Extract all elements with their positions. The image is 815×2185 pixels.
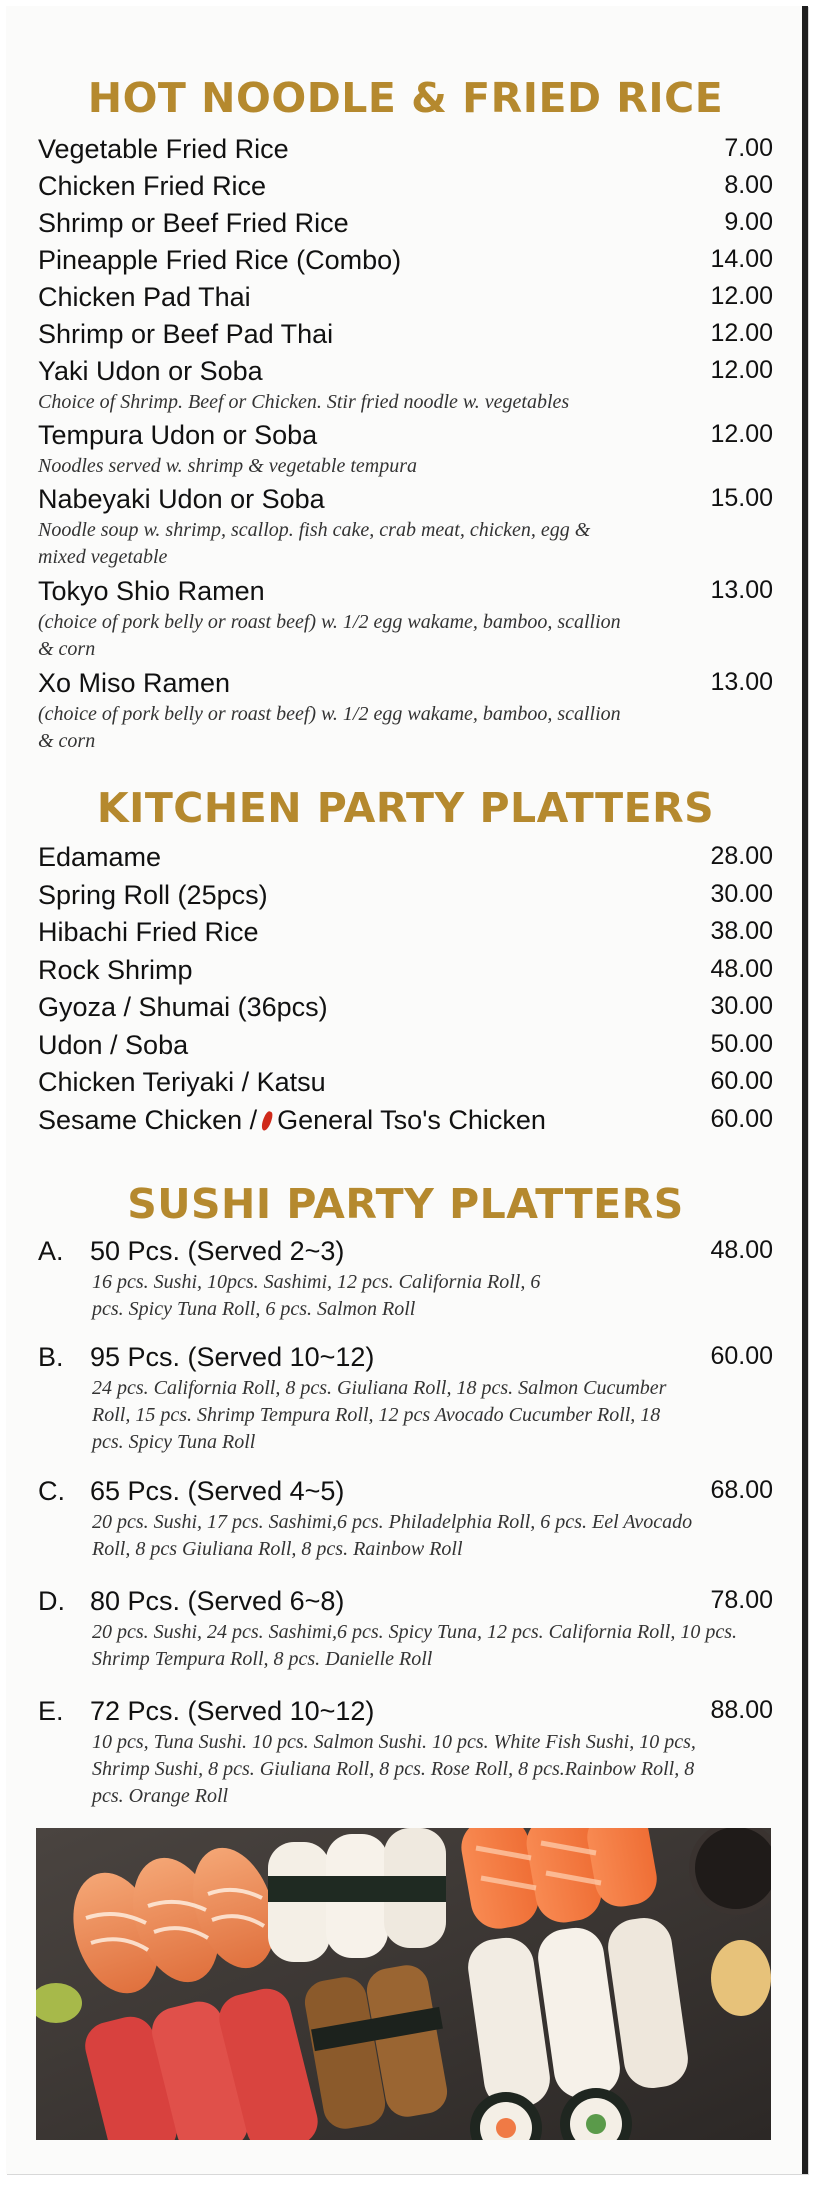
list-item [38, 1065, 773, 1103]
item-price: 9.00 [724, 208, 773, 236]
item-name: Shrimp or Beef Pad Thai [38, 319, 334, 349]
item-description: 20 pcs. Sushi, 17 pcs. Sashimi,6 pcs. Philadelphia Roll, 6 pcs. Eel Avocado Roll, 8 pcs Giuliana Roll, 8 pcs. Rainbow Roll [92, 1510, 693, 1560]
list-item [38, 317, 773, 354]
chili-pepper-icon [260, 1110, 274, 1132]
item-price: 13.00 [710, 668, 773, 696]
list-item [38, 243, 773, 280]
sushi-party-list [38, 1234, 773, 1807]
item-description: Noodle soup w. shrimp, scallop. fish cake, crab meat, chicken, egg & mixed vegetable [38, 518, 591, 568]
item-description: 20 pcs. Sushi, 24 pcs. Sashimi,6 pcs. Spicy Tuna, 12 pcs. California Roll, 10 pcs. Shrimp Tempura Roll, 8 pcs. Danielle Roll [92, 1620, 737, 1670]
item-price: 38.00 [710, 917, 773, 945]
list-item [38, 990, 773, 1028]
item-letter: C. [38, 1476, 65, 1506]
item-description: Choice of Shrimp. Beef or Chicken. Stir fried noodle w. vegetables [38, 390, 570, 413]
list-item [38, 1234, 773, 1340]
white-fish-nigiri-right [464, 1914, 691, 2111]
item-price: 88.00 [710, 1696, 773, 1724]
list-item [38, 878, 773, 916]
item-price: 78.00 [710, 1586, 773, 1614]
item-name: 95 Pcs. (Served 10~12) [90, 1342, 375, 1372]
item-price: 12.00 [710, 420, 773, 448]
item-description: Noodles served w. shrimp & vegetable tempura [38, 454, 418, 477]
list-item [38, 840, 773, 878]
item-name: Spring Roll (25pcs) [38, 879, 268, 910]
list-item [38, 418, 773, 482]
sushi-illustration [36, 1828, 771, 2140]
item-price: 28.00 [710, 842, 773, 870]
item-price: 60.00 [710, 1104, 773, 1133]
item-letter: D. [38, 1586, 65, 1616]
item-letter: E. [38, 1696, 64, 1726]
hot-noodle-list [38, 132, 773, 756]
list-item [38, 280, 773, 317]
item-name: Chicken Teriyaki / Katsu [38, 1067, 326, 1097]
item-price: 14.00 [710, 245, 773, 273]
item-letter: B. [38, 1342, 64, 1372]
item-description: 24 pcs. California Roll, 8 pcs. Giuliana Roll, 18 pcs. Salmon Cucumber Roll, 15 pcs. Shrimp Tempura Roll, 12 pcs Avocado Cucumber Roll, 18 pcs. Spicy Tuna Roll [92, 1376, 667, 1453]
item-name: 80 Pcs. (Served 6~8) [90, 1586, 345, 1616]
item-name: Nabeyaki Udon or Soba [38, 484, 325, 514]
item-name: Yaki Udon or Soba [38, 356, 263, 386]
list-item [38, 915, 773, 953]
item-price: 50.00 [710, 1029, 773, 1058]
item-price: 60.00 [710, 1342, 773, 1370]
item-name [38, 1103, 546, 1138]
soy-dish [692, 1828, 771, 1912]
list-item [38, 1694, 773, 1807]
list-item [38, 1340, 773, 1474]
item-price: 15.00 [710, 484, 773, 512]
list-item [38, 169, 773, 206]
item-price: 68.00 [710, 1476, 773, 1504]
section-title-hot-noodle: HOT NOODLE & FRIED RICE [87, 74, 724, 122]
item-price: 48.00 [710, 954, 773, 983]
menu-page [6, 6, 808, 2174]
sushi-platter-photo [36, 1828, 771, 2140]
list-item [38, 1103, 773, 1141]
item-price: 12.00 [710, 282, 773, 310]
item-price: 30.00 [710, 879, 773, 908]
ginger [711, 1940, 771, 2016]
item-price: 60.00 [710, 1067, 773, 1095]
item-price: 7.00 [724, 134, 773, 162]
item-price: 12.00 [710, 319, 773, 347]
item-name: Gyoza / Shumai (36pcs) [38, 992, 328, 1022]
kitchen-party-list [38, 840, 773, 1140]
item-name: Edamame [38, 842, 162, 872]
item-name: 50 Pcs. (Served 2~3) [90, 1236, 345, 1266]
item-price: 8.00 [724, 171, 773, 199]
item-description: 10 pcs, Tuna Sushi. 10 pcs. Salmon Sushi. 10 pcs. White Fish Sushi, 10 pcs, Shrimp Sushi, 8 pcs. Giuliana Roll, 8 pcs. Rose Roll, 8 pcs.Rainbow Roll, 8 pcs. Orange Roll [92, 1730, 696, 1807]
list-item [38, 354, 773, 418]
item-name-part-b: General Tso's Chicken [277, 1104, 546, 1135]
item-description: (choice of pork belly or roast beef) w. 1/2 egg wakame, bamboo, scallion & corn [38, 702, 621, 752]
item-name: Vegetable Fried Rice [38, 134, 289, 164]
list-item [38, 132, 773, 169]
item-name: Xo Miso Ramen [38, 668, 231, 698]
item-name: Udon / Soba [38, 1029, 189, 1060]
white-fish-nigiri [268, 1828, 446, 1962]
item-name: 72 Pcs. (Served 10~12) [90, 1696, 375, 1726]
item-name: Hibachi Fried Rice [38, 917, 259, 947]
item-name: Rock Shrimp [38, 954, 193, 985]
list-item [38, 1028, 773, 1066]
item-name: Tokyo Shio Ramen [38, 576, 265, 606]
item-description: (choice of pork belly or roast beef) w. 1/2 egg wakame, bamboo, scallion & corn [38, 610, 621, 660]
item-price: 13.00 [710, 576, 773, 604]
item-name: Chicken Pad Thai [38, 282, 251, 312]
section-title-kitchen-party: KITCHEN PARTY PLATTERS [96, 784, 715, 832]
item-price: 48.00 [710, 1236, 773, 1264]
item-description: 16 pcs. Sushi, 10pcs. Sashimi, 12 pcs. California Roll, 6 pcs. Spicy Tuna Roll, 6 pcs. Salmon Roll [92, 1270, 541, 1320]
item-name: 65 Pcs. (Served 4~5) [90, 1476, 345, 1506]
list-item [38, 953, 773, 991]
list-item [38, 1474, 773, 1584]
item-name: Chicken Fried Rice [38, 171, 267, 201]
list-item [38, 206, 773, 243]
item-name: Tempura Udon or Soba [38, 420, 318, 450]
item-name-part-a: Sesame Chicken / [38, 1104, 258, 1135]
item-name: Shrimp or Beef Fried Rice [38, 208, 349, 238]
item-name: Pineapple Fried Rice (Combo) [38, 245, 402, 275]
list-item [38, 1584, 773, 1694]
list-item [38, 574, 773, 666]
item-price: 30.00 [710, 992, 773, 1020]
item-letter: A. [38, 1236, 64, 1266]
list-item [38, 666, 773, 756]
list-item [38, 482, 773, 574]
item-price: 12.00 [710, 356, 773, 384]
section-title-sushi-party: SUSHI PARTY PLATTERS [127, 1180, 684, 1228]
